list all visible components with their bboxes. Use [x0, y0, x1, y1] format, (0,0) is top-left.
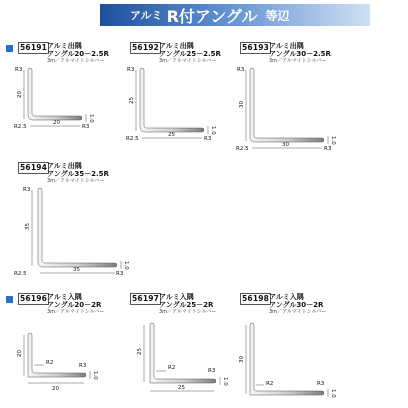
product-code: 56196 [20, 294, 48, 303]
width-dim-label: 20 [53, 120, 60, 126]
product-code: 56192 [132, 43, 160, 52]
thickness-label: 1.0 [123, 261, 129, 270]
thickness-label: 1.0 [92, 371, 98, 380]
product-name-line1: アルミ入隅 [47, 293, 82, 301]
inner-angle-profile-drawing [130, 293, 240, 403]
product-card-56196 [18, 293, 128, 403]
inner-radius-label: R2 [266, 381, 274, 387]
product-spec: 3m／アルマイトシルバー [47, 58, 105, 64]
inner-angle-profile-drawing [240, 293, 355, 405]
product-code: 56197 [132, 294, 160, 303]
corner-radius-label: R2.5 [126, 136, 139, 142]
product-spec: 3m／アルマイトシルバー [269, 58, 327, 64]
product-card-56191 [14, 42, 128, 147]
product-spec: 3m／アルマイトシルバー [159, 309, 217, 315]
product-name-line1: アルミ出隅 [269, 42, 304, 50]
height-dim-label: 25 [129, 97, 135, 104]
corner-radius-label: R2.5 [14, 271, 27, 277]
inner-radius-label: R2 [46, 360, 54, 366]
catalog-header-banner [100, 4, 370, 26]
product-spec: 3m／アルマイトシルバー [47, 309, 105, 315]
product-card-56197 [130, 293, 240, 403]
height-dim-label: 35 [25, 223, 31, 230]
product-code: 56193 [242, 43, 270, 52]
outer-radius-label: R3 [15, 67, 23, 73]
header-prefix: アルミ [130, 9, 163, 22]
width-dim-label: 25 [168, 132, 175, 138]
thickness-label: 1.0 [222, 377, 228, 386]
product-card-56194 [14, 162, 138, 287]
product-name-line2: アングル35－2.5R [47, 170, 109, 178]
thick-radius-label: R3 [116, 271, 124, 277]
thick-radius-label: R3 [324, 146, 332, 152]
corner-radius-label: R2.5 [236, 146, 249, 152]
thickness-label: 1.0 [330, 136, 336, 145]
thickness-label: 1.0 [330, 389, 336, 398]
outer-radius-label: R3 [237, 67, 245, 73]
product-card-56198 [240, 293, 355, 405]
product-code: 56194 [20, 163, 48, 172]
header-suffix: 等辺 [265, 8, 290, 23]
height-dim-label: 30 [239, 101, 245, 108]
product-card-56193 [236, 42, 355, 157]
product-name-line2: アングル20－2.5R [47, 50, 109, 58]
section-marker-inner [6, 296, 13, 303]
thick-radius-label: R3 [317, 381, 325, 387]
product-name-line1: アルミ出隅 [159, 42, 194, 50]
product-name-line1: アルミ入隅 [269, 293, 304, 301]
outer-angle-profile-drawing [126, 42, 240, 147]
inner-radius-label: R2 [168, 365, 176, 371]
height-dim-label: 30 [239, 356, 245, 363]
thick-radius-label: R3 [79, 363, 87, 369]
inner-angle-profile-drawing [18, 293, 128, 403]
height-dim-label: 20 [17, 91, 23, 98]
product-spec: 3m／アルマイトシルバー [159, 58, 217, 64]
outer-angle-profile-drawing [14, 162, 138, 287]
height-dim-label: 25 [137, 348, 143, 355]
thick-radius-label: R3 [208, 368, 216, 374]
width-dim-label: 35 [73, 267, 80, 273]
product-name-line1: アルミ入隅 [159, 293, 194, 301]
product-code: 56198 [242, 294, 270, 303]
thick-radius-label: R3 [204, 136, 212, 142]
width-dim-label: 25 [178, 385, 185, 391]
section-marker-outer [6, 45, 13, 52]
thickness-label: 1.0 [88, 114, 94, 123]
thickness-label: 1.0 [210, 126, 216, 135]
product-spec: 3m／アルマイトシルバー [47, 178, 105, 184]
width-dim-label: 20 [52, 386, 59, 392]
outer-angle-profile-drawing [236, 42, 355, 157]
corner-radius-label: R2.5 [14, 124, 27, 130]
product-name-line2: アングル25－2R [159, 301, 214, 309]
product-name-line1: アルミ出隅 [47, 42, 82, 50]
header-title: R付アングル [166, 6, 258, 26]
product-name-line1: アルミ出隅 [47, 162, 82, 170]
outer-radius-label: R3 [127, 67, 135, 73]
outer-angle-profile-drawing [14, 42, 128, 147]
outer-radius-label: R3 [23, 187, 31, 193]
product-name-line2: アングル20－2R [47, 301, 102, 309]
height-dim-label: 20 [17, 350, 23, 357]
product-name-line2: アングル30－2.5R [269, 50, 331, 58]
product-spec: 3m／アルマイトシルバー [269, 309, 327, 315]
thick-radius-label: R3 [82, 124, 90, 130]
product-name-line2: アングル30－2R [269, 301, 324, 309]
product-name-line2: アングル25－2.5R [159, 50, 221, 58]
width-dim-label: 30 [282, 142, 289, 148]
product-card-56192 [126, 42, 240, 147]
product-code: 56191 [20, 43, 48, 52]
